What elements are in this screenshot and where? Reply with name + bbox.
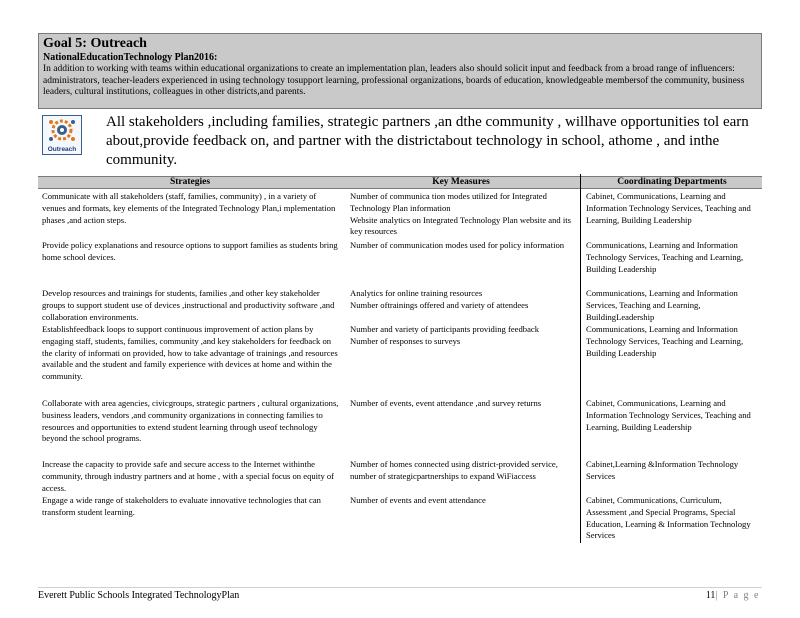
page-label: | P a g e xyxy=(715,590,760,601)
departments-cell: Cabinet,Learning &Information Technology Services xyxy=(586,459,739,481)
measure-cell: Number of events and event attendance xyxy=(350,495,486,505)
goal-header-box xyxy=(38,33,762,109)
measure-cell: Number of communication modes used for policy information xyxy=(350,240,565,250)
strategy-cell: Establishfeedback loops to support continuous improvement of action plans by engaging staff, students, families, community ,and key stakeholders for feedback on the clarity of informati on provided, how to take advantage of trainings ,and resources available and the student and family experience with devices at home and within the community. xyxy=(42,324,338,382)
departments-cell: Communications, Learning and Information Services, Teaching and Learning, BuildingLeadership xyxy=(586,288,738,322)
page-number: 11 xyxy=(705,590,716,601)
departments-cell: Cabinet, Communications, Curriculum, Assessment ,and Special Programs, Special Education, Learning & Information Technology Services xyxy=(586,495,751,541)
outreach-gear-logo-icon xyxy=(43,116,81,146)
footer-document-title: Everett Public Schools Integrated TechnologyPlan xyxy=(38,590,240,601)
footer-page-indicator xyxy=(706,590,760,602)
column-divider xyxy=(580,174,581,543)
measure-cell: Number of communica tion modes utilized for Integrated Technology Plan information Website analytics on Integrated Technology Plan website and its key resources xyxy=(350,191,571,237)
logo-label: Outreach xyxy=(47,146,77,153)
goal-title: Goal 5: Outreach xyxy=(43,36,147,51)
intro-section xyxy=(38,113,762,171)
strategies-table xyxy=(38,176,762,543)
header-strategies: Strategies xyxy=(169,177,211,187)
departments-cell: Communications, Learning and Information Technology Services, Teaching and Learning, Building Leadership xyxy=(586,240,744,274)
strategy-cell: Engage a wide range of stakeholders to evaluate innovative technologies that can transform student learning. xyxy=(42,495,321,517)
strategy-cell: Develop resources and trainings for students, families ,and other key stakeholder groups to support student use of devices ,instructional and productivity software ,and collaboration environments. xyxy=(42,288,335,322)
strategy-cell: Collaborate with area agencies, civicgroups, strategic partners , cultural organizations, business leaders, vendors ,and community organizations in connecting families to resources and opportunities to extend student learning through useof technology beyond the school programs. xyxy=(42,398,339,444)
measure-cell: Analytics for online training resources Number oftrainings offered and variety of attendees xyxy=(350,288,529,310)
table-header xyxy=(38,176,762,189)
goal-subtitle: NationalEducationTechnology Plan2016: xyxy=(43,52,218,63)
header-key-measures: Key Measures xyxy=(432,177,490,187)
strategy-cell: Increase the capacity to provide safe and secure access to the Internet withinthe community, through industry partners and at home , with a special focus on equity of access. xyxy=(42,459,335,493)
header-coordinating-departments: Coordinating Departments xyxy=(617,177,727,187)
departments-cell: Cabinet, Communications, Learning and Information Technology Services, Teaching and Learning, Building Leadership xyxy=(586,191,751,225)
outreach-logo xyxy=(42,115,82,155)
measure-cell: Number of events, event attendance ,and survey returns xyxy=(350,398,542,408)
measure-cell: Number and variety of participants providing feedback Number of responses to surveys xyxy=(350,324,539,346)
strategy-cell: Communicate with all stakeholders (staff, families, community) , in a variety of venues and formats, key elements of the Integrated Technology Plan,i mplementation phases ,and action steps. xyxy=(42,191,336,225)
departments-cell: Cabinet, Communications, Learning and Information Technology Services, Teaching and Learning, Building Leadership xyxy=(586,398,751,432)
intro-text: All stakeholders ,including families, strategic partners ,an dthe community , willhave opportunities tol earn about,provide feedback on, and partner with the districtabout technology in school, athome , and inthe community. xyxy=(106,114,749,168)
footer-divider xyxy=(38,587,762,588)
strategy-cell: Provide policy explanations and resource options to support families as students bring home school devices. xyxy=(42,240,338,262)
departments-cell: Communications, Learning and Information Technology Services, Teaching and Learning, Building Leadership xyxy=(586,324,744,358)
measure-cell: Number of homes connected using district-provided service, number of strategicpartnerships to expand WiFiaccess xyxy=(350,459,558,481)
goal-description: In addition to working with teams within educational organizations to create an implementation plan, leaders also should solicit input and feedback from a broad range of influencers: administrators, teacher-leaders experienced in using technology tosupport learning, professional organizations, boards of education, knowledgeable membersof the community, business leaders, cultural institutions, colleagues in other districts,and parents. xyxy=(43,64,745,97)
